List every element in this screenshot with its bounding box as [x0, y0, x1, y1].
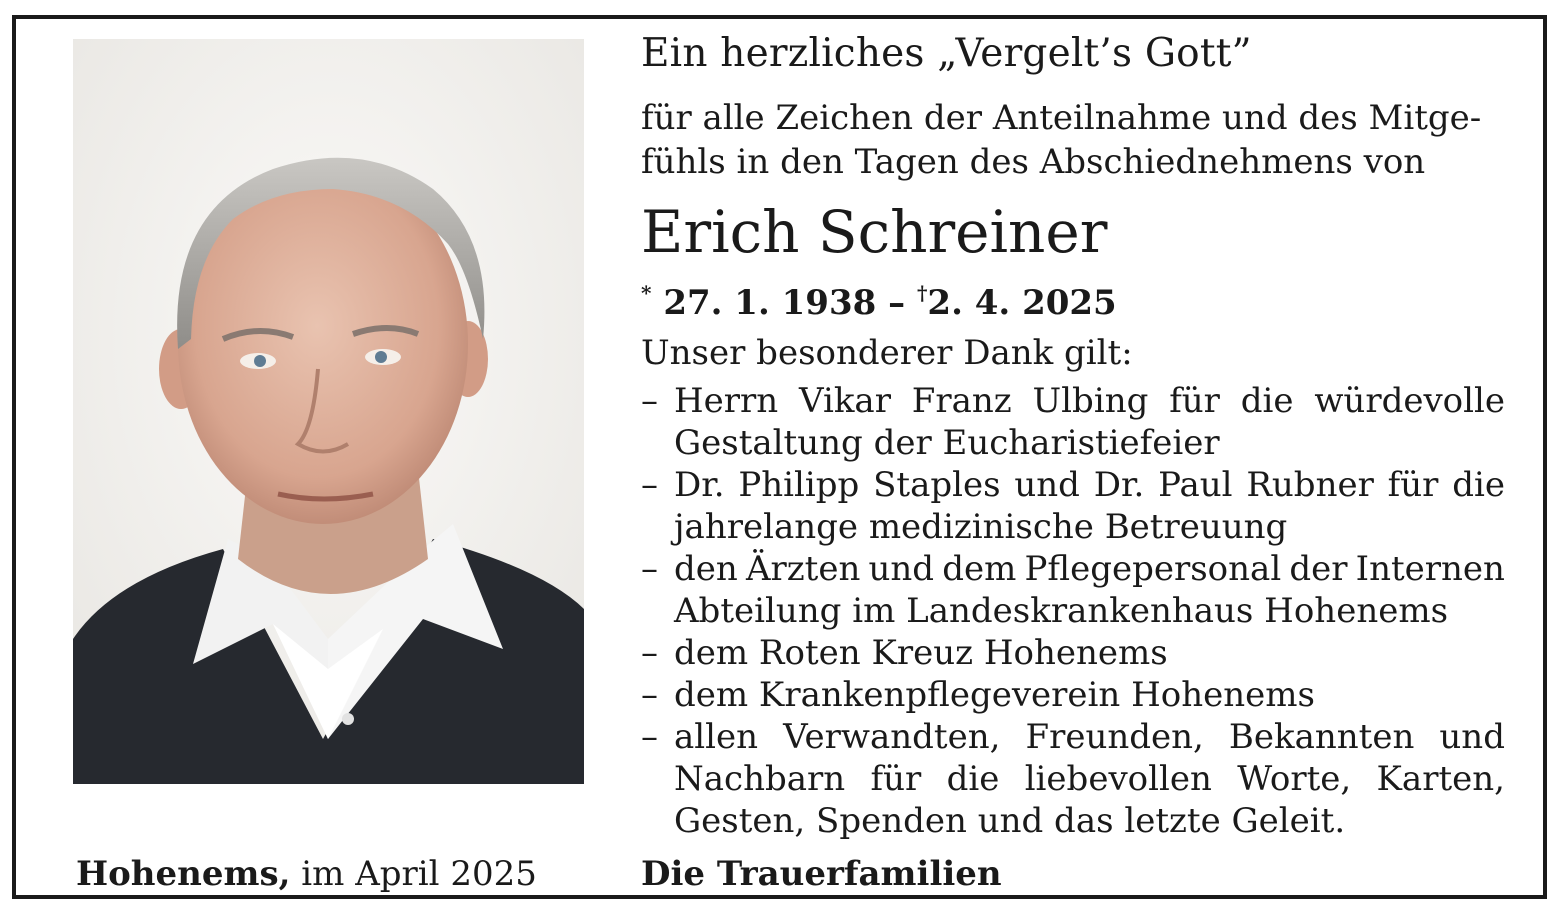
- thanks-line: [674, 380, 1505, 422]
- word: Karten,: [1376, 759, 1505, 799]
- word: dem: [942, 549, 1017, 589]
- intro-line: für alle Zeichen der Anteilnahme und des Mitge-: [641, 98, 1482, 138]
- death-date: 2. 4. 2025: [927, 283, 1117, 323]
- signature: Die Trauerfamilien: [641, 854, 1002, 894]
- thanks-list: [641, 380, 1505, 842]
- thanks-item: [641, 632, 1505, 674]
- word: für: [870, 759, 922, 799]
- birth-date: 27. 1. 1938: [663, 283, 877, 323]
- word: Staples: [873, 465, 1001, 505]
- word: den: [674, 549, 738, 589]
- thanks-line: Gesten, Spenden und das letzte Geleit.: [674, 801, 1346, 841]
- thanks-line: Abteilung im Landeskrankenhaus Hohenems: [674, 591, 1449, 631]
- place-date-line: [76, 852, 537, 896]
- word: allen: [674, 717, 759, 757]
- word: Ärzten: [745, 549, 861, 589]
- word: würdevolle: [1314, 381, 1505, 421]
- word: Dr.: [674, 465, 725, 505]
- thanks-item: [641, 716, 1505, 842]
- dash: –: [641, 633, 658, 673]
- word: Herrn: [674, 381, 779, 421]
- date-separator: –: [876, 283, 917, 323]
- dash: –: [641, 381, 658, 421]
- date-text: im April 2025: [290, 854, 537, 894]
- word: Franz: [911, 381, 1012, 421]
- dash: –: [641, 717, 658, 757]
- life-dates: [641, 271, 1117, 325]
- word: Worte,: [1237, 759, 1352, 799]
- word: Nachbarn: [674, 759, 846, 799]
- thanks-line: jahrelange medizinische Betreuung: [674, 507, 1288, 547]
- intro-text: [641, 96, 1505, 184]
- portrait-photo: [73, 39, 584, 784]
- word: die: [1452, 465, 1505, 505]
- word: und: [1439, 717, 1505, 757]
- birth-symbol: *: [641, 281, 652, 305]
- word: liebevollen: [1024, 759, 1212, 799]
- word: Dr.: [1093, 465, 1145, 505]
- thanks-line: [674, 464, 1505, 506]
- word: Bekannten: [1228, 717, 1415, 757]
- thanks-line: [674, 758, 1505, 800]
- word: Philipp: [738, 465, 860, 505]
- thanks-line: [674, 716, 1505, 758]
- word: der: [1289, 549, 1348, 589]
- dash: –: [641, 465, 658, 505]
- deceased-name: Erich Schreiner: [641, 198, 1108, 266]
- thanks-heading: Unser besonderer Dank gilt:: [641, 333, 1133, 373]
- word: die: [1240, 381, 1294, 421]
- word: und: [1014, 465, 1080, 505]
- word: Ulbing: [1032, 381, 1149, 421]
- word: Verwandten,: [783, 717, 1001, 757]
- thanks-line: Gestaltung der Eucharistiefeier: [674, 423, 1220, 463]
- thanks-item: [641, 380, 1505, 464]
- place-name: Hohenems,: [76, 854, 291, 894]
- word: Pflegepersonal: [1024, 549, 1282, 589]
- word: für: [1169, 381, 1220, 421]
- dash: –: [641, 549, 658, 589]
- intro-line: fühls in den Tagen des Abschiednehmens von: [641, 142, 1426, 182]
- thanks-line: dem Roten Kreuz Hohenems: [674, 633, 1168, 673]
- thanks-line: dem Krankenpflegeverein Hohenems: [674, 675, 1315, 715]
- word: und: [868, 549, 935, 589]
- thanks-item: [641, 674, 1505, 716]
- word: Freunden,: [1025, 717, 1204, 757]
- heading: Ein herzliches „Vergelt’s Gott”: [641, 31, 1252, 76]
- word: Rubner: [1246, 465, 1374, 505]
- word: die: [946, 759, 1000, 799]
- dash: –: [641, 675, 658, 715]
- word: für: [1387, 465, 1439, 505]
- thanks-line: [674, 548, 1505, 590]
- thanks-item: [641, 548, 1505, 632]
- word: Paul: [1158, 465, 1233, 505]
- word: Vikar: [799, 381, 891, 421]
- death-symbol: †: [916, 281, 928, 305]
- word: Internen: [1355, 549, 1505, 589]
- thanks-item: [641, 464, 1505, 548]
